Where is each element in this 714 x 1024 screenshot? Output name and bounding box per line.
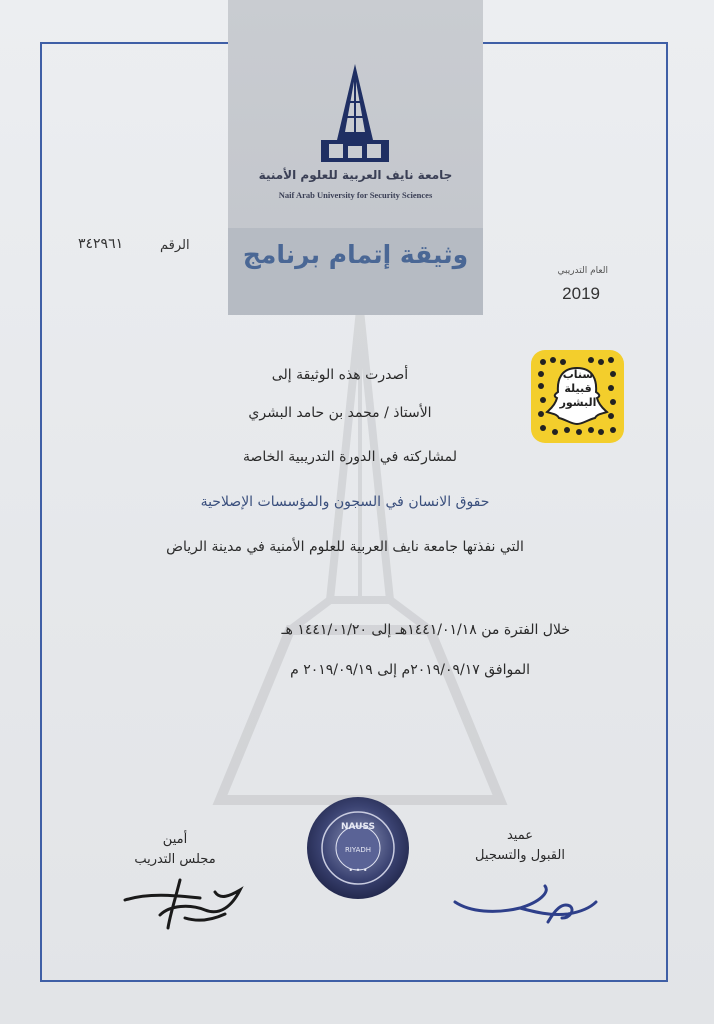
number-value: ٣٤٢٩٦١ — [78, 236, 124, 252]
snap-line-3: البشور — [559, 396, 597, 409]
number-label: الرقم — [160, 238, 190, 253]
left-signature — [120, 870, 250, 940]
recipient-name: الأستاذ / محمد بن حامد البشري — [248, 405, 432, 421]
snap-line-2: قبيلة — [564, 382, 592, 395]
issued-to-text: أصدرت هذه الوثيقة إلى — [271, 367, 409, 383]
university-seal-icon — [305, 795, 411, 901]
period-hijri: خلال الفترة من ١٤٤١/٠١/١٨هـ إلى ١٤٤١/٠١/٢٠ هـ — [281, 622, 570, 638]
participation-text: لمشاركته في الدورة التدريبية الخاصة — [243, 449, 457, 465]
university-name-arabic: جامعة نايف العربية للعلوم الأمنية — [258, 168, 453, 182]
snapchat-badge-text — [546, 368, 610, 410]
seal-center-text: NAUSS — [340, 822, 376, 832]
right-signature — [450, 872, 600, 932]
right-signatory-title — [455, 826, 585, 866]
snap-line-1: سناب — [562, 368, 594, 381]
course-title: حقوق الانسان في السجون والمؤسسات الإصلاحية — [200, 494, 490, 510]
svg-text:• • •: • • • — [348, 866, 368, 875]
seal-city-text: RIYADH — [344, 846, 372, 854]
right-title-line1: عميد — [506, 828, 534, 843]
organizer-text: التي نفذتها جامعة نايف العربية للعلوم الأمنية في مدينة الرياض — [166, 539, 524, 555]
university-name-english: Naif Arab University for Security Sciences — [278, 190, 433, 200]
left-title-line2: مجلس التدريب — [134, 852, 216, 867]
document-title: وثيقة إتمام برنامج — [242, 240, 469, 269]
year-value: 2019 — [562, 284, 600, 303]
left-signatory-title — [110, 830, 240, 870]
year-label: العام التدريبي — [557, 266, 608, 276]
left-title-line1: أمين — [162, 832, 188, 847]
university-logo-icon — [315, 62, 395, 172]
period-gregorian: الموافق ٢٠١٩/٠٩/١٧م إلى ٢٠١٩/٠٩/١٩ م — [290, 662, 530, 678]
right-title-line2: القبول والتسجيل — [475, 848, 565, 863]
